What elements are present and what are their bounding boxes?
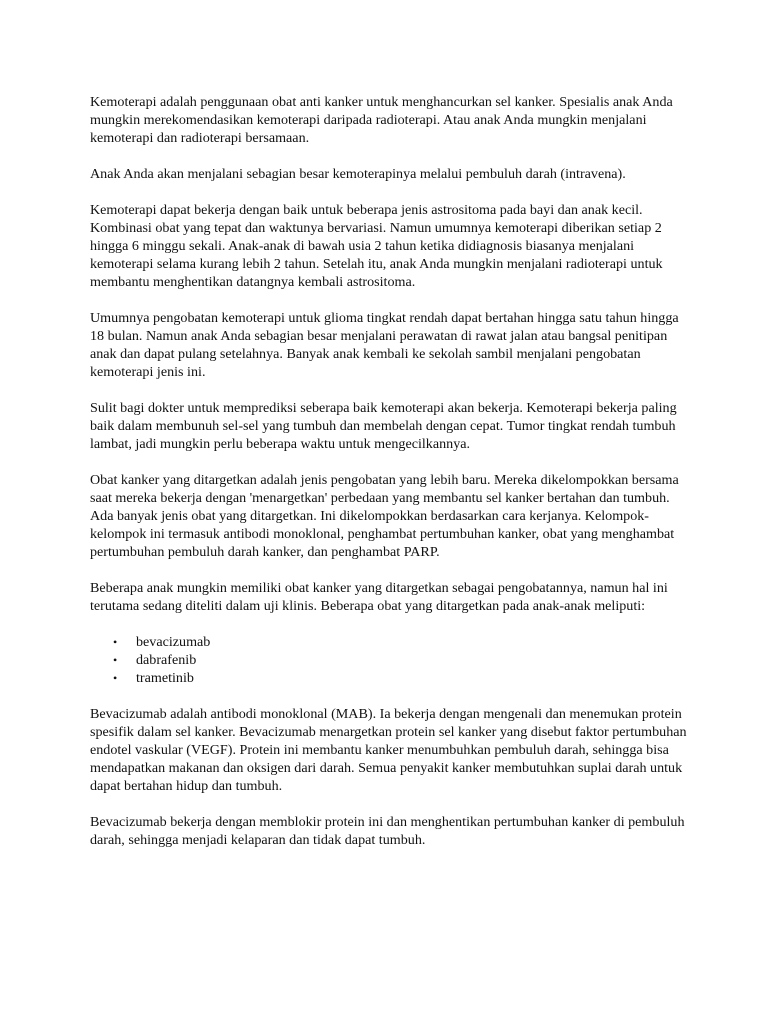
list-item — [90, 669, 690, 687]
drug-name: bevacizumab — [136, 634, 211, 650]
bullet-icon: • — [113, 635, 118, 649]
paragraph-intravenous: Anak Anda akan menjalani sebagian besar kemoterapinya melalui pembuluh darah (intravena). — [90, 166, 626, 182]
drug-list — [90, 633, 690, 687]
paragraph-infants: Kemoterapi dapat bekerja dengan baik untuk beberapa jenis astrositoma pada bayi dan anak kecil. Kombinasi obat yang tepat dan waktunya bervariasi. Namun umumnya kemoterapi diberikan setiap 2 hingga 6 minggu sekali. Anak-anak di bawah usia 2 tahun ketika didiagnosis biasanya menjalani kemoterapi selama kurang lebih 2 tahun. Setelah itu, anak Anda mungkin menjalani radioterapi untuk membantu menghentikan datangnya kembali astrositoma. — [90, 202, 663, 290]
paragraph-low-grade-glioma: Umumnya pengobatan kemoterapi untuk glioma tingkat rendah dapat bertahan hingga satu tahun hingga 18 bulan. Namun anak Anda sebagian besar menjalani perawatan di rawat jalan atau bangsal penitipan anak dan dapat pulang setelahnya. Banyak anak kembali ke sekolah sambil menjalani pengobatan kemoterapi jenis ini. — [90, 310, 679, 380]
paragraph-clinical-trials: Beberapa anak mungkin memiliki obat kanker yang ditargetkan sebagai pengobatannya, namun hal ini terutama sedang diteliti dalam uji klinis. Beberapa obat yang ditargetkan pada anak-anak meliputi: — [90, 580, 668, 614]
bullet-icon: • — [113, 671, 118, 685]
paragraph-prediction: Sulit bagi dokter untuk memprediksi seberapa baik kemoterapi akan bekerja. Kemoterapi bekerja paling baik dalam membunuh sel-sel yang tumbuh dan membelah dengan cepat. Tumor tingkat rendah tumbuh lambat, jadi mungkin perlu beberapa waktu untuk mengecilkannya. — [90, 400, 677, 452]
paragraph-bevacizumab-mechanism: Bevacizumab bekerja dengan memblokir protein ini dan menghentikan pertumbuhan kanker di pembuluh darah, sehingga menjadi kelaparan dan tidak dapat tumbuh. — [90, 814, 685, 848]
bullet-icon: • — [113, 653, 118, 667]
drug-name: dabrafenib — [136, 652, 197, 668]
list-item — [90, 633, 690, 651]
paragraph-targeted-drugs: Obat kanker yang ditargetkan adalah jenis pengobatan yang lebih baru. Mereka dikelompokkan bersama saat mereka bekerja dengan 'menargetkan' perbedaan yang membantu sel kanker bertahan dan tumbuh. Ada banyak jenis obat yang ditargetkan. Ini dikelompokkan berdasarkan cara kerjanya. Kelompok-kelompok ini termasuk antibodi monoklonal, penghambat pertumbuhan kanker, obat yang menghambat pertumbuhan pembuluh darah kanker, dan penghambat PARP. — [90, 472, 679, 560]
drug-name: trametinib — [136, 670, 194, 686]
document-page — [90, 93, 690, 867]
list-item — [90, 651, 690, 669]
paragraph-chemotherapy-intro: Kemoterapi adalah penggunaan obat anti kanker untuk menghancurkan sel kanker. Spesialis anak Anda mungkin merekomendasikan kemoterapi daripada radioterapi. Atau anak Anda mungkin menjalani kemoterapi dan radioterapi bersamaan. — [90, 94, 673, 146]
paragraph-bevacizumab: Bevacizumab adalah antibodi monoklonal (MAB). Ia bekerja dengan mengenali dan menemukan protein spesifik dalam sel kanker. Bevacizumab menargetkan protein sel kanker yang disebut faktor pertumbuhan endotel vaskular (VEGF). Protein ini membantu kanker menumbuhkan pembuluh darah, sehingga bisa mendapatkan makanan dan oksigen dari darah. Semua penyakit kanker membutuhkan suplai darah untuk dapat bertahan hidup dan tumbuh. — [90, 706, 687, 794]
